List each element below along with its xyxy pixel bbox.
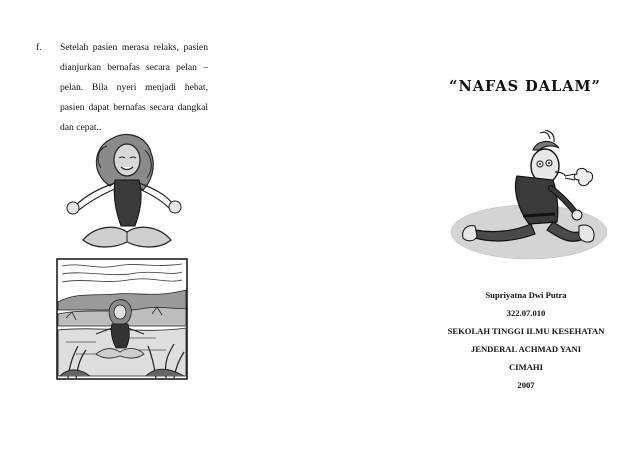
- meditating-woman-illustration: [55, 128, 195, 253]
- institution-line-1: SEKOLAH TINGGI ILMU KESEHATAN: [447, 326, 605, 336]
- nature-meditation-scene-illustration: [56, 258, 188, 380]
- leaflet-title: “NAFAS DALAM”: [449, 78, 601, 95]
- city: CIMAHI: [509, 362, 543, 372]
- step-marker: f.: [36, 42, 42, 53]
- student-id: 322.07.010: [506, 308, 546, 318]
- stretching-man-illustration: [447, 130, 607, 260]
- instruction-step-f: [36, 38, 208, 138]
- credits-block: [423, 286, 629, 394]
- year: 2007: [517, 380, 535, 390]
- institution-line-2: JENDERAL ACHMAD YANI: [470, 344, 582, 354]
- step-text: Setelah pasien merasa relaks, pasien dianjurkan bernafas secara pelan – pelan. Bila nyeri menjadi hebat, pasien dapat bernafas secara dangkal dan cepat..: [60, 42, 208, 133]
- author-name: Supriyatna Dwi Putra: [485, 290, 567, 300]
